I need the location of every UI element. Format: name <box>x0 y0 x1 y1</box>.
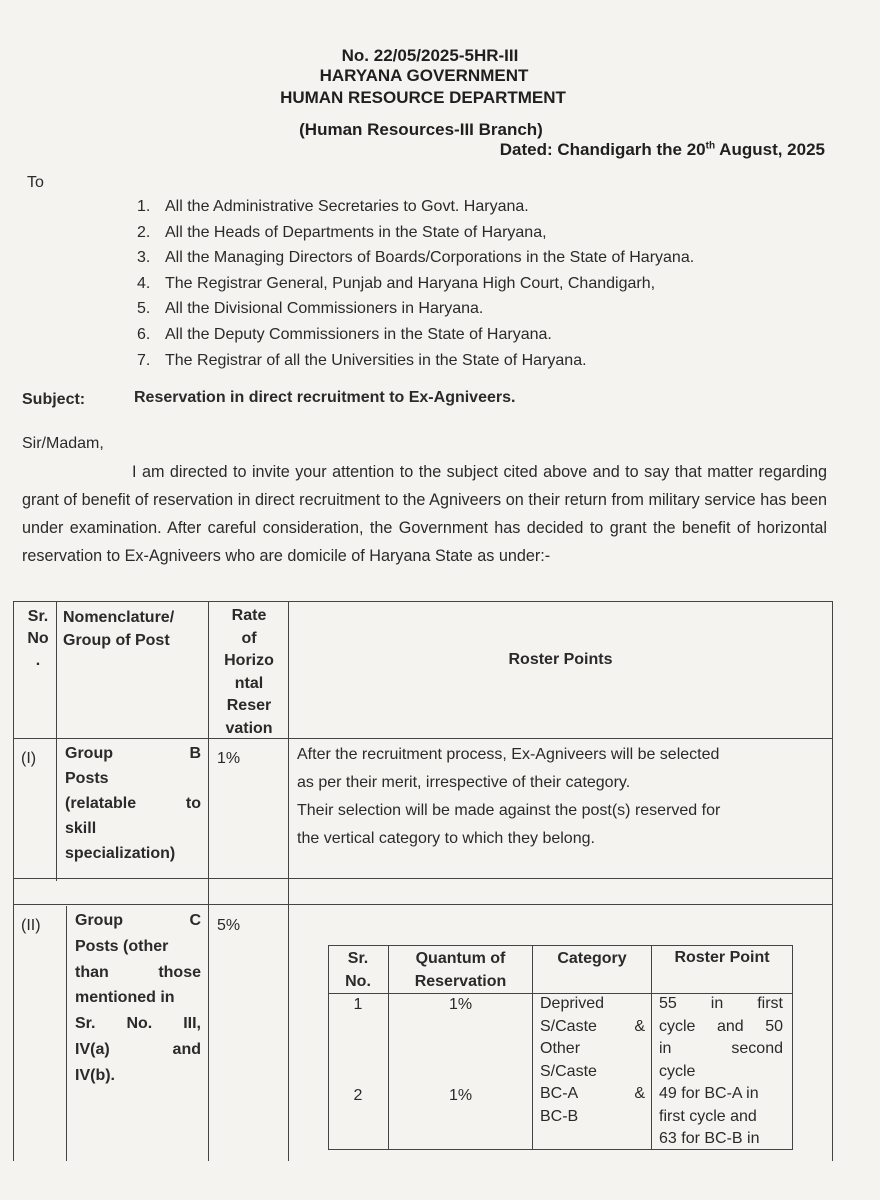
subject-text: Reservation in direct recruitment to Ex-Agniveers. <box>134 389 516 406</box>
salutation: Sir/Madam, <box>22 435 104 452</box>
row1-post: Group B Posts (relatable to skill specialization) <box>65 745 201 862</box>
recipient-item: 1. All the Administrative Secretaries to Govt. Haryana. <box>137 198 529 215</box>
recipient-item: 6. All the Deputy Commissioners in the State of Haryana. <box>137 325 552 343</box>
header-nomenclature: Nomenclature/ Group of Post <box>63 609 175 649</box>
to-label: To <box>27 174 44 191</box>
dated-line: Dated: Chandigarh the 20th August, 2025 <box>499 140 825 159</box>
header-sr-no: Sr. No . <box>27 608 49 669</box>
inner-row2-sr: 2 <box>353 1087 363 1104</box>
reference-number: No. 22/05/2025-5HR-III <box>341 46 519 65</box>
branch-name: (Human Resources-III Branch) <box>299 120 543 139</box>
inner-row2-category: BC-A & BC-B <box>540 1085 645 1125</box>
recipient-item: 7. The Registrar of all the Universities in the State of Haryana. <box>137 351 587 369</box>
recipient-item: 4. The Registrar General, Punjab and Haryana High Court, Chandigarh, <box>137 274 656 292</box>
inner-row1-quantum: 1% <box>448 996 473 1013</box>
recipient-item: 2. All the Heads of Departments in the State of Haryana, <box>137 223 547 241</box>
inner-row1-category: Deprived S/Caste & Other S/Caste <box>540 995 645 1080</box>
row1-sr: (I) <box>21 750 37 767</box>
recipient-item: 3. All the Managing Directors of Boards/Corporations in the State of Haryana. <box>137 249 695 267</box>
inner-header-roster: Roster Point <box>674 949 770 966</box>
row1-rate: 1% <box>217 750 241 767</box>
row2-rate: 5% <box>217 917 241 934</box>
government-name: HARYANA GOVERNMENT <box>319 66 529 85</box>
inner-row1-sr: 1 <box>353 996 363 1013</box>
row1-roster: After the recruitment process, Ex-Agniveers will be selected as per their merit, irrespective of their category. Their selection will be made against the post(s) reserved for the vertical category to which they belong. <box>297 746 721 847</box>
recipient-item: 5. All the Divisional Commissioners in Haryana. <box>137 300 484 318</box>
subject-label: Subject: <box>22 391 86 408</box>
inner-row2-roster: 49 for BC-A in first cycle and 63 for BC-B in <box>659 1085 760 1147</box>
inner-header-quantum: Quantum of Reservation <box>414 950 507 990</box>
header-rate: Rate of Horizo ntal Reser vation <box>224 607 274 737</box>
row2-post: Group C Posts (other than those mentioned in Sr. No. III, IV(a) and IV(b). <box>75 912 201 1084</box>
inner-row2-quantum: 1% <box>448 1087 473 1104</box>
inner-row1-roster: 55 in first cycle and 50 in second cycle <box>659 995 783 1080</box>
department-name: HUMAN RESOURCE DEPARTMENT <box>280 88 566 107</box>
inner-roster-table <box>328 945 793 1150</box>
inner-header-category: Category <box>557 950 627 967</box>
row2-sr: (II) <box>21 917 41 934</box>
inner-header-sr: Sr. No. <box>345 950 371 990</box>
body-paragraph: I am directed to invite your attention to the subject cited above and to say that matter regarding grant of benefit of reservation in direct recruitment to the Agniveers on their return from military service has been under examination. After careful consideration, the Government has decided to grant the benefit of horizontal reservation to Ex-Agniveers who are domicile of Haryana State as under:- <box>22 463 827 565</box>
header-roster-points: Roster Points <box>508 651 613 668</box>
recipient-list <box>133 194 694 373</box>
